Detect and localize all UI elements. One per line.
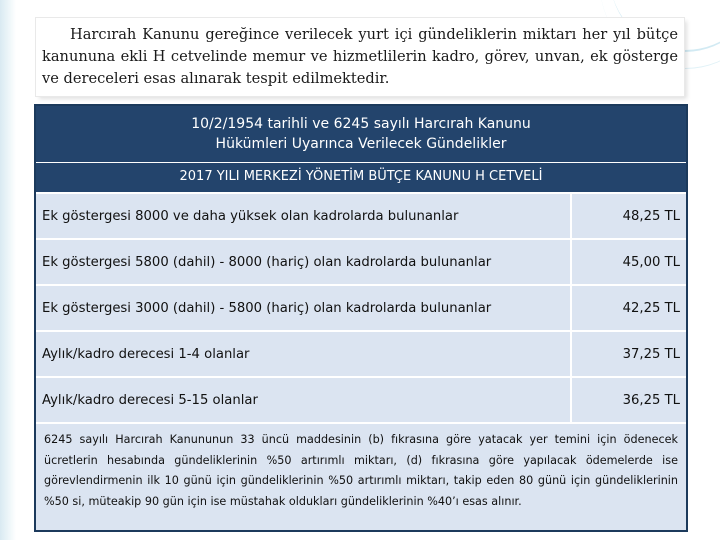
table-row [36, 376, 686, 422]
row-label: Ek göstergesi 8000 ve daha yüksek olan kadrolarda bulunanlar [36, 194, 572, 238]
table-title-line-2: Hükümleri Uyarınca Verilecek Gündelikler [215, 136, 507, 152]
table-footnote: 6245 sayılı Harcırah Kanununun 33 üncü maddesinin (b) fıkrasına göre yatacak yer temini için ödenecek ücretlerin hesabında gündeliklerinin %50 artırımlı miktarı, (d) fıkrasına göre yapılacak ödemelerde ise görevlendirmenin ilk 10 günü için gündeliklerinin %50 artırımlı miktarı, takip eden 80 günü için gündeliklerinin %50 si, müteakip 90 gün için ise müstahak oldukları gündeliklerinin %40’ı esas alınır. [36, 422, 686, 530]
row-value: 45,00 TL [622, 254, 680, 270]
row-value: 48,25 TL [622, 208, 680, 224]
table-row [36, 192, 686, 238]
row-value: 42,25 TL [622, 300, 680, 316]
table-title [36, 106, 686, 162]
table-row [36, 238, 686, 284]
table-subheader: 2017 YILI MERKEZİ YÖNETİM BÜTÇE KANUNU H CETVELİ [36, 162, 686, 192]
table-row [36, 284, 686, 330]
row-label: Ek göstergesi 3000 (dahil) - 5800 (hariç) olan kadrolarda bulunanlar [36, 286, 572, 330]
intro-paragraph: Harcırah Kanunu gereğince verilecek yurt içi gündeliklerin miktarı her yıl bütçe kanununa ekli H cetvelinde memur ve hizmetlilerin kadro, görev, unvan, ek gösterge ve dereceleri esas alınarak tespit edilmektedir. [36, 18, 684, 96]
table-row [36, 330, 686, 376]
row-value: 36,25 TL [622, 392, 680, 408]
table-title-line-1: 10/2/1954 tarihli ve 6245 sayılı Harcırah Kanunu [191, 116, 531, 132]
row-label: Ek göstergesi 5800 (dahil) - 8000 (hariç) olan kadrolarda bulunanlar [36, 240, 572, 284]
row-label: Aylık/kadro derecesi 5-15 olanlar [36, 378, 572, 422]
row-value: 37,25 TL [622, 346, 680, 362]
left-decorative-band [0, 0, 16, 540]
row-label: Aylık/kadro derecesi 1-4 olanlar [36, 332, 572, 376]
allowance-table [34, 104, 688, 532]
